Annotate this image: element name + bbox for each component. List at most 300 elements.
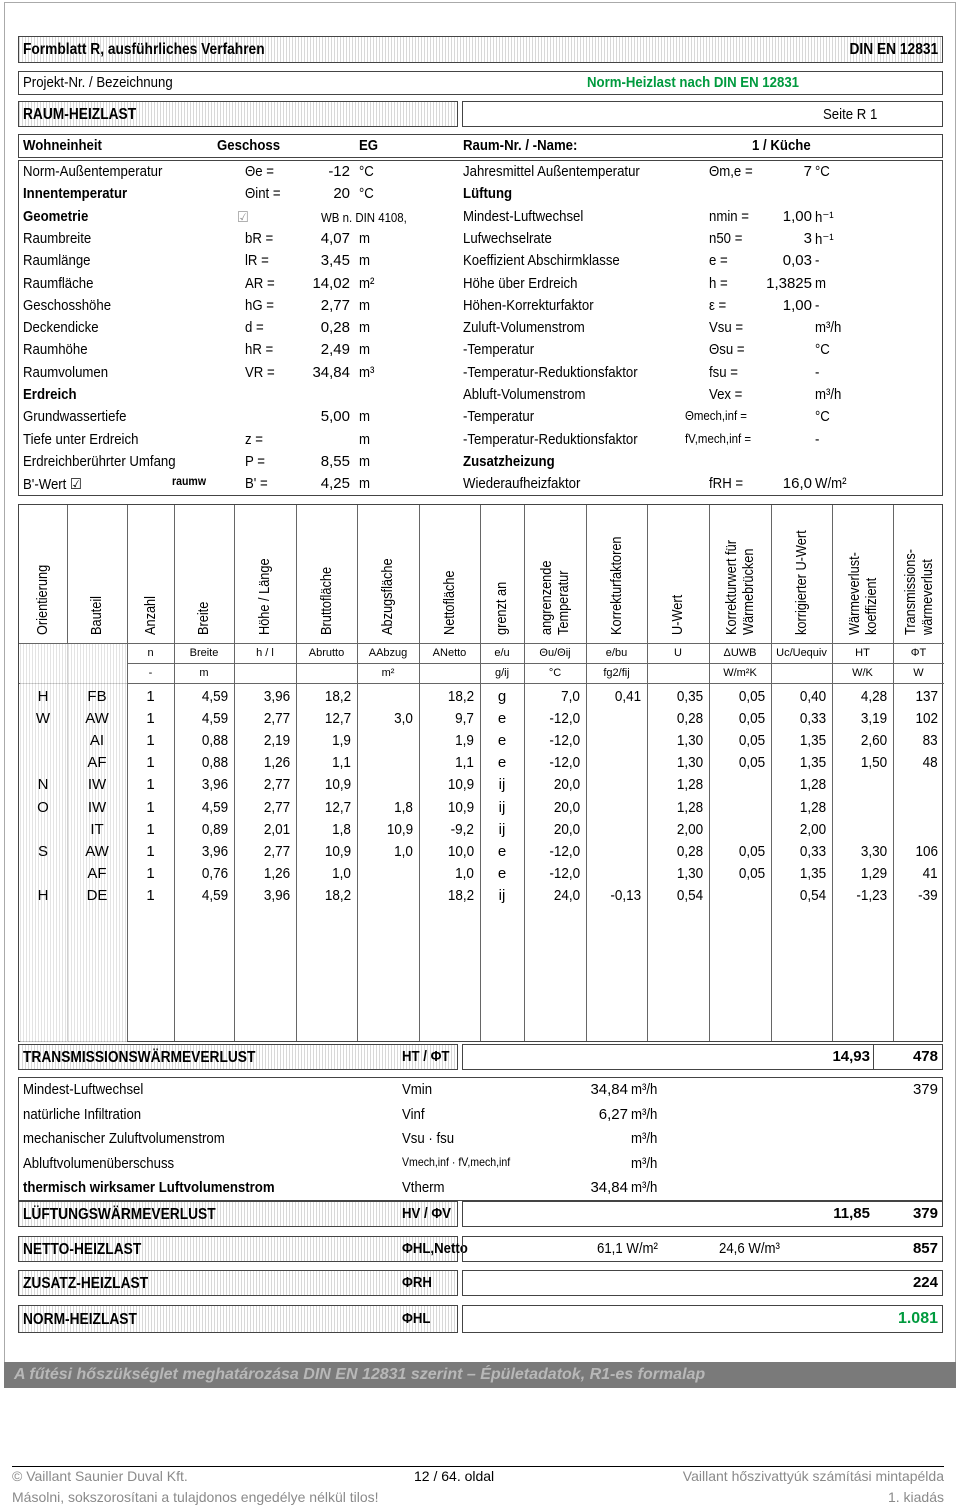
unit-cell: - <box>148 667 153 679</box>
column-divider <box>586 505 587 1041</box>
symbol-cell: ΦT <box>910 647 927 659</box>
table-cell: 10,9 <box>324 842 351 860</box>
param-unit: m³ <box>359 363 375 381</box>
param-unit: °C <box>815 341 830 359</box>
column-divider <box>127 505 128 1041</box>
param-value: 8,55 <box>320 452 350 470</box>
param-value: 4,07 <box>320 229 350 247</box>
table-cell: 7,0 <box>561 688 580 705</box>
param-value: 3 <box>803 229 812 247</box>
project-row <box>18 71 943 95</box>
table-cell: 0,35 <box>676 688 703 705</box>
param-value: 3,45 <box>320 252 350 270</box>
param-symbol: n50 = <box>709 229 743 247</box>
column-divider <box>296 505 297 1041</box>
column-header: grenzt an <box>493 581 510 635</box>
param-label: -Temperatur-Reduktionsfaktor <box>463 430 638 448</box>
parameter-block <box>18 160 943 496</box>
table-cell: 102 <box>915 710 938 728</box>
table-cell: IW <box>87 776 107 794</box>
table-cell: 1,35 <box>799 732 826 750</box>
table-cell: 12,7 <box>324 710 351 728</box>
param-unit: m <box>359 341 370 359</box>
zusatz-values <box>462 1270 943 1296</box>
table-cell: IT <box>90 820 104 838</box>
table-cell: 0,33 <box>799 842 826 860</box>
vent-symbol: Vmech,inf · fV,mech,inf <box>402 1154 511 1169</box>
param-label: Koeffizient Abschirmklasse <box>463 252 620 270</box>
footer-page: 12 / 64. oldal <box>414 1468 495 1484</box>
param-label: -Temperatur <box>463 408 535 426</box>
param-unit: m <box>359 229 370 247</box>
table-cell: -9,2 <box>450 820 474 838</box>
table-cell: -12,0 <box>549 732 580 750</box>
netto-per-volume: 24,6 W/m³ <box>719 1240 780 1257</box>
param-unit: m <box>359 475 370 493</box>
section-bar <box>18 101 458 127</box>
table-cell: 20,0 <box>553 820 580 838</box>
param-unit: m <box>359 319 370 337</box>
table-cell: 0,88 <box>201 754 228 772</box>
unit-cell: °C <box>548 667 562 679</box>
param-label: Erdreich <box>23 386 77 403</box>
symbol-cell: U <box>674 647 682 659</box>
table-cell: H <box>37 886 49 904</box>
param-unit: °C <box>359 185 374 203</box>
table-cell: 1,35 <box>799 754 826 772</box>
param-label: Raumfläche <box>23 274 94 292</box>
param-symbol: Vex = <box>709 386 743 403</box>
table-cell: 18,2 <box>324 688 351 705</box>
param-unit: m <box>359 430 370 448</box>
param-symbol: d = <box>245 319 264 337</box>
zusatz-symbol: ΦRH <box>402 1274 432 1291</box>
column-header: Wärmeverlust-koeffizient <box>845 552 880 635</box>
table-cell: 1,26 <box>263 864 290 882</box>
zusatz-phi: 224 <box>912 1274 938 1291</box>
param-symbol: bR = <box>245 229 274 247</box>
norm-symbol: ΦHL <box>402 1310 431 1327</box>
column-divider <box>832 505 833 1041</box>
table-cell: 3,96 <box>201 776 228 794</box>
param-symbol: hG = <box>245 296 274 314</box>
table-cell: 18,2 <box>324 886 351 904</box>
table-cell: 3,30 <box>860 842 887 860</box>
vent-symbol: Vinf <box>402 1105 425 1123</box>
vent-symbol: Vsu · fsu <box>402 1130 455 1147</box>
table-cell: 0,54 <box>799 886 826 904</box>
param-label: Geometrie <box>23 207 89 225</box>
table-cell: 20,0 <box>553 776 580 794</box>
vent-loss-bar <box>18 1201 458 1227</box>
netto-bar <box>18 1236 468 1262</box>
table-cell: g <box>497 688 507 705</box>
ventilation-block <box>18 1077 943 1201</box>
vent-symbol: Vtherm <box>402 1179 445 1196</box>
vent-value: 34,84 <box>590 1179 628 1196</box>
unit-row <box>18 134 943 158</box>
column-divider <box>709 505 710 1041</box>
table-cell: 1 <box>146 864 155 882</box>
symbol-cell: e/bu <box>605 647 628 659</box>
project-value: Norm-Heizlast nach DIN EN 12831 <box>587 74 800 91</box>
column-header: Bauteil <box>88 596 105 635</box>
param-symbol: ☑ <box>237 208 249 226</box>
table-cell: S <box>37 842 48 860</box>
table-cell: 1,1 <box>455 754 474 772</box>
project-label: Projekt-Nr. / Bezeichnung <box>23 74 173 91</box>
param-symbol: lR = <box>245 252 269 270</box>
transmission-label: TRANSMISSIONSWÄRMEVERLUST <box>23 1049 256 1066</box>
table-cell: 1,28 <box>676 798 703 816</box>
table-cell: 2,77 <box>263 798 290 816</box>
table-cell: AW <box>85 842 109 860</box>
table-cell: AF <box>87 754 107 772</box>
table-cell: 4,28 <box>860 688 887 705</box>
param-unit: W/m² <box>815 475 847 493</box>
table-cell: 4,59 <box>201 886 228 904</box>
column-divider <box>893 505 894 1041</box>
table-cell: e <box>497 732 507 750</box>
param-unit: - <box>815 296 820 314</box>
param-symbol: Θmech,inf = <box>685 408 747 424</box>
table-cell: e <box>497 754 507 772</box>
param-label: Zuluft-Volumenstrom <box>463 319 585 337</box>
vent-unit: m³/h <box>631 1130 658 1147</box>
table-cell: -12,0 <box>549 864 580 882</box>
vent-label: thermisch wirksamer Luftvolumenstrom <box>23 1179 275 1196</box>
table-cell: 3,96 <box>263 886 290 904</box>
param-label: Höhe über Erdreich <box>463 274 578 292</box>
geschoss-label: Geschoss <box>217 137 281 154</box>
table-cell: N <box>37 776 49 794</box>
column-divider <box>357 505 358 1041</box>
param-label: Deckendicke <box>23 319 99 337</box>
param-label: Erdreichberührter Umfang <box>23 452 176 470</box>
column-header: Breite <box>195 601 212 635</box>
header-divider <box>19 643 944 644</box>
table-cell: 137 <box>915 688 938 705</box>
param-value: 1,00 <box>782 207 812 225</box>
param-unit: - <box>815 252 820 270</box>
param-label: Raumlänge <box>23 252 91 270</box>
param-unit: m <box>359 408 370 426</box>
table-cell: 1,50 <box>860 754 887 772</box>
vent-unit: m³/h <box>631 1154 658 1172</box>
table-cell: 106 <box>915 842 938 860</box>
form-title: Formblatt R, ausführliches Verfahren <box>23 41 265 58</box>
param-value: 0,03 <box>782 252 812 270</box>
param-label: Lüftung <box>463 185 513 203</box>
table-cell: 10,9 <box>447 798 474 816</box>
table-cell: 1 <box>146 732 155 750</box>
table-cell: 1 <box>146 710 155 728</box>
table-cell: ij <box>498 886 506 904</box>
footer-copyright: © Vaillant Saunier Duval Kft. <box>12 1468 188 1484</box>
table-cell: 0,28 <box>676 710 703 728</box>
vent-label: Abluftvolumenüberschuss <box>23 1154 175 1172</box>
table-cell: ij <box>498 820 506 838</box>
table-cell: FB <box>87 688 107 705</box>
param-symbol: P = <box>245 452 265 470</box>
vent-unit: m³/h <box>631 1081 658 1098</box>
table-cell: 1,9 <box>332 732 351 750</box>
table-cell: 1,0 <box>332 864 351 882</box>
param-symbol: VR = <box>245 363 275 381</box>
param-unit: h⁻¹ <box>815 230 834 248</box>
param-unit: °C <box>815 163 830 180</box>
param-unit: h⁻¹ <box>815 208 834 226</box>
table-cell: 24,0 <box>553 886 580 904</box>
param-symbol: e = <box>709 252 728 270</box>
table-cell: 1,28 <box>799 798 826 816</box>
unit-cell: m² <box>381 667 395 679</box>
param-unit: m <box>815 274 826 292</box>
param-label: Höhen-Korrekturfaktor <box>463 296 594 314</box>
table-cell: 1,30 <box>676 754 703 772</box>
param-value: -12 <box>328 163 350 180</box>
table-cell: 1,28 <box>676 776 703 794</box>
footer-rule <box>12 1466 944 1467</box>
table-cell: 0,76 <box>201 864 228 882</box>
param-unit: - <box>815 430 820 448</box>
table-cell: 1 <box>146 886 155 904</box>
param-value: 14,02 <box>312 274 350 292</box>
norm-phi: 1.081 <box>897 1310 938 1327</box>
column-divider <box>647 505 648 1041</box>
table-cell: 41 <box>922 864 938 882</box>
table-cell: 0,89 <box>201 820 228 838</box>
table-cell: -12,0 <box>549 710 580 728</box>
table-cell: e <box>497 842 507 860</box>
symbol-cell: Breite <box>189 647 219 659</box>
table-cell: 1,26 <box>263 754 290 772</box>
table-cell: 2,77 <box>263 710 290 728</box>
column-header: Transmissions-wärmeverlust <box>901 549 936 635</box>
page-ref: Seite R 1 <box>823 106 878 123</box>
netto-label: NETTO-HEIZLAST <box>23 1241 142 1258</box>
transmission-phi: 478 <box>912 1048 938 1065</box>
table-cell: 10,0 <box>447 842 474 860</box>
param-value: 2,49 <box>320 341 350 359</box>
table-cell: IW <box>87 798 107 816</box>
table-cell: ij <box>498 798 506 816</box>
param-value: 7 <box>803 163 812 180</box>
table-cell: 0,54 <box>676 886 703 904</box>
param-label: Raumvolumen <box>23 363 109 381</box>
table-cell: -12,0 <box>549 842 580 860</box>
symbol-cell: n <box>147 647 154 659</box>
standard-label: DIN EN 12831 <box>849 41 938 58</box>
table-cell: 2,01 <box>263 820 290 838</box>
param-label: Raumhöhe <box>23 341 88 359</box>
column-header: Bruttofläche <box>317 566 335 635</box>
param-symbol: fV,mech,inf = <box>685 430 752 446</box>
symbol-cell: Abrutto <box>308 647 345 659</box>
table-cell: 0,05 <box>738 710 765 728</box>
column-header: korrigierter U-Wert <box>792 530 810 635</box>
param-label: Grundwassertiefe <box>23 408 127 426</box>
param-unit: - <box>815 363 820 381</box>
caption: A fűtési hőszükséglet meghatározása DIN EN 12831 szerint – Épületadatok, R1-es formalap <box>14 1366 706 1383</box>
table-cell: 1 <box>146 820 155 838</box>
table-cell: 2,00 <box>676 820 703 838</box>
table-cell: 4,59 <box>201 710 228 728</box>
column-divider <box>419 505 420 1041</box>
table-cell: 0,05 <box>738 732 765 750</box>
param-unit: m³/h <box>815 319 842 337</box>
param-unit: m³/h <box>815 386 842 403</box>
vent-unit: m³/h <box>631 1105 658 1123</box>
vent-loss-hv: 11,85 <box>833 1205 870 1222</box>
param-value: WB n. DIN 4108, <box>321 209 407 225</box>
table-cell: 48 <box>922 754 938 772</box>
symbol-cell: ANetto <box>432 647 467 659</box>
param-label: Raumbreite <box>23 229 92 247</box>
unit-cell: fg2/fij <box>603 667 630 679</box>
param-symbol: fRH = <box>709 475 744 493</box>
symbol-cell: AAbzug <box>368 647 408 659</box>
component-table <box>18 504 943 1042</box>
table-cell: 83 <box>922 732 938 750</box>
room-label: Raum-Nr. / -Name: <box>463 137 578 154</box>
symbol-cell: e/u <box>494 647 510 659</box>
param-label: Zusatzheizung <box>463 452 555 470</box>
vent-loss-label: LÜFTUNGSWÄRMEVERLUST <box>23 1206 216 1223</box>
param-symbol: Vsu = <box>709 319 744 337</box>
data-divider <box>19 683 944 684</box>
netto-phi: 857 <box>912 1240 938 1257</box>
table-cell: 4,59 <box>201 798 228 816</box>
vent-value: 34,84 <box>590 1081 628 1098</box>
divider <box>873 1045 874 1069</box>
vent-label: natürliche Infiltration <box>23 1105 142 1123</box>
param-unit: m <box>359 296 370 314</box>
vent-loss-values <box>462 1201 943 1227</box>
table-cell: 0,41 <box>614 688 641 705</box>
table-cell: 0,40 <box>799 688 826 705</box>
table-cell: 3,96 <box>263 688 290 705</box>
zusatz-label: ZUSATZ-HEIZLAST <box>23 1275 149 1292</box>
table-cell: 3,0 <box>394 710 413 728</box>
column-divider <box>771 505 772 1041</box>
table-cell: -0,13 <box>610 886 641 904</box>
section-title: RAUM-HEIZLAST <box>23 106 137 123</box>
footer-edition: 1. kiadás <box>887 1489 944 1505</box>
table-cell: 1,29 <box>860 864 887 882</box>
table-cell: 1,30 <box>676 732 703 750</box>
param-value: 1,3825 <box>766 274 812 292</box>
table-cell: 1,0 <box>394 842 413 860</box>
unit-cell: g/ij <box>494 667 510 679</box>
norm-bar <box>18 1305 458 1333</box>
table-cell: 1,8 <box>332 820 351 838</box>
param-label: Innentemperatur <box>23 185 128 203</box>
table-cell: 0,05 <box>738 688 765 705</box>
table-cell: 0,05 <box>738 842 765 860</box>
footer-notice: Másolni, sokszorosítani a tulajdonos engedélye nélkül tilos! <box>12 1489 379 1505</box>
param-label: Mindest-Luftwechsel <box>463 207 584 225</box>
table-cell: 18,2 <box>447 688 474 705</box>
table-cell: 1,35 <box>799 864 826 882</box>
caption-bar <box>4 1362 956 1388</box>
param-symbol: h = <box>709 274 728 292</box>
table-cell: 0,28 <box>676 842 703 860</box>
table-cell: 18,2 <box>447 886 474 904</box>
symbol-cell: h / l <box>256 647 274 659</box>
param-unit: °C <box>359 163 374 180</box>
param-symbol: fsu = <box>709 363 738 381</box>
column-header: Nettofläche <box>440 570 458 635</box>
netto-symbol: ΦHL,Netto <box>402 1240 468 1257</box>
vent-label: Mindest-Luftwechsel <box>23 1081 144 1098</box>
table-cell: ij <box>498 776 506 794</box>
param-symbol: AR = <box>245 274 275 292</box>
table-cell: 2,19 <box>263 732 290 750</box>
table-cell: AW <box>85 710 109 728</box>
param-value: 20 <box>333 185 350 203</box>
vent-label: mechanischer Zuluftvolumenstrom <box>23 1130 225 1147</box>
table-cell: -1,23 <box>856 886 887 904</box>
zusatz-bar <box>18 1270 458 1296</box>
table-cell: 0,33 <box>799 710 826 728</box>
table-cell: 9,7 <box>455 710 474 728</box>
vent-unit: m³/h <box>631 1179 658 1196</box>
transmission-ht: 14,93 <box>832 1048 870 1065</box>
table-cell: -12,0 <box>549 754 580 772</box>
table-cell: e <box>497 864 507 882</box>
table-cell: 10,9 <box>324 776 351 794</box>
param-value: 1,00 <box>782 296 812 314</box>
table-cell: 2,60 <box>860 732 887 750</box>
table-cell: 1 <box>146 776 155 794</box>
table-cell: AF <box>87 864 107 882</box>
transmission-symbol: HT / ΦT <box>402 1048 450 1065</box>
column-header: angrenzende Temperatur <box>538 560 572 635</box>
param-symbol: Θm,e = <box>709 163 753 180</box>
param-label: Tiefe unter Erdreich <box>23 430 139 448</box>
table-cell: 10,9 <box>386 820 413 838</box>
netto-per-area: 61,1 W/m² <box>597 1240 658 1257</box>
column-divider <box>524 505 525 1041</box>
vent-loss-symbol: HV / ΦV <box>402 1205 451 1222</box>
param-label: Norm-Außentemperatur <box>23 163 163 180</box>
column-header: Korrekturwert für Wärmebrücken <box>723 540 757 635</box>
param-symbol: nmin = <box>709 207 749 225</box>
table-cell: 1,9 <box>455 732 474 750</box>
param-symbol: ε = <box>709 296 727 314</box>
page-ref-box <box>462 101 943 127</box>
vent-symbol: Vmin <box>402 1081 433 1098</box>
param-symbol: B' = <box>245 475 268 493</box>
table-cell: 3,19 <box>860 710 887 728</box>
table-cell: 1 <box>146 842 155 860</box>
unit-divider <box>127 663 944 664</box>
column-header: Abzugsfläche <box>379 558 396 635</box>
param-unit: m <box>359 452 370 470</box>
param-unit: m² <box>359 274 375 292</box>
column-header: Höhe / Länge <box>256 558 273 635</box>
symbol-cell: ΔUWB <box>723 647 757 659</box>
norm-values <box>462 1305 943 1333</box>
column-header: Anzahl <box>141 596 159 635</box>
table-cell: e <box>497 710 507 728</box>
param-symbol: Θe = <box>245 163 274 180</box>
wohneinheit-label: Wohneinheit <box>23 137 102 154</box>
param-value: 16,0 <box>782 475 812 493</box>
param-value: 2,77 <box>320 296 350 314</box>
geschoss-value: EG <box>359 137 379 154</box>
